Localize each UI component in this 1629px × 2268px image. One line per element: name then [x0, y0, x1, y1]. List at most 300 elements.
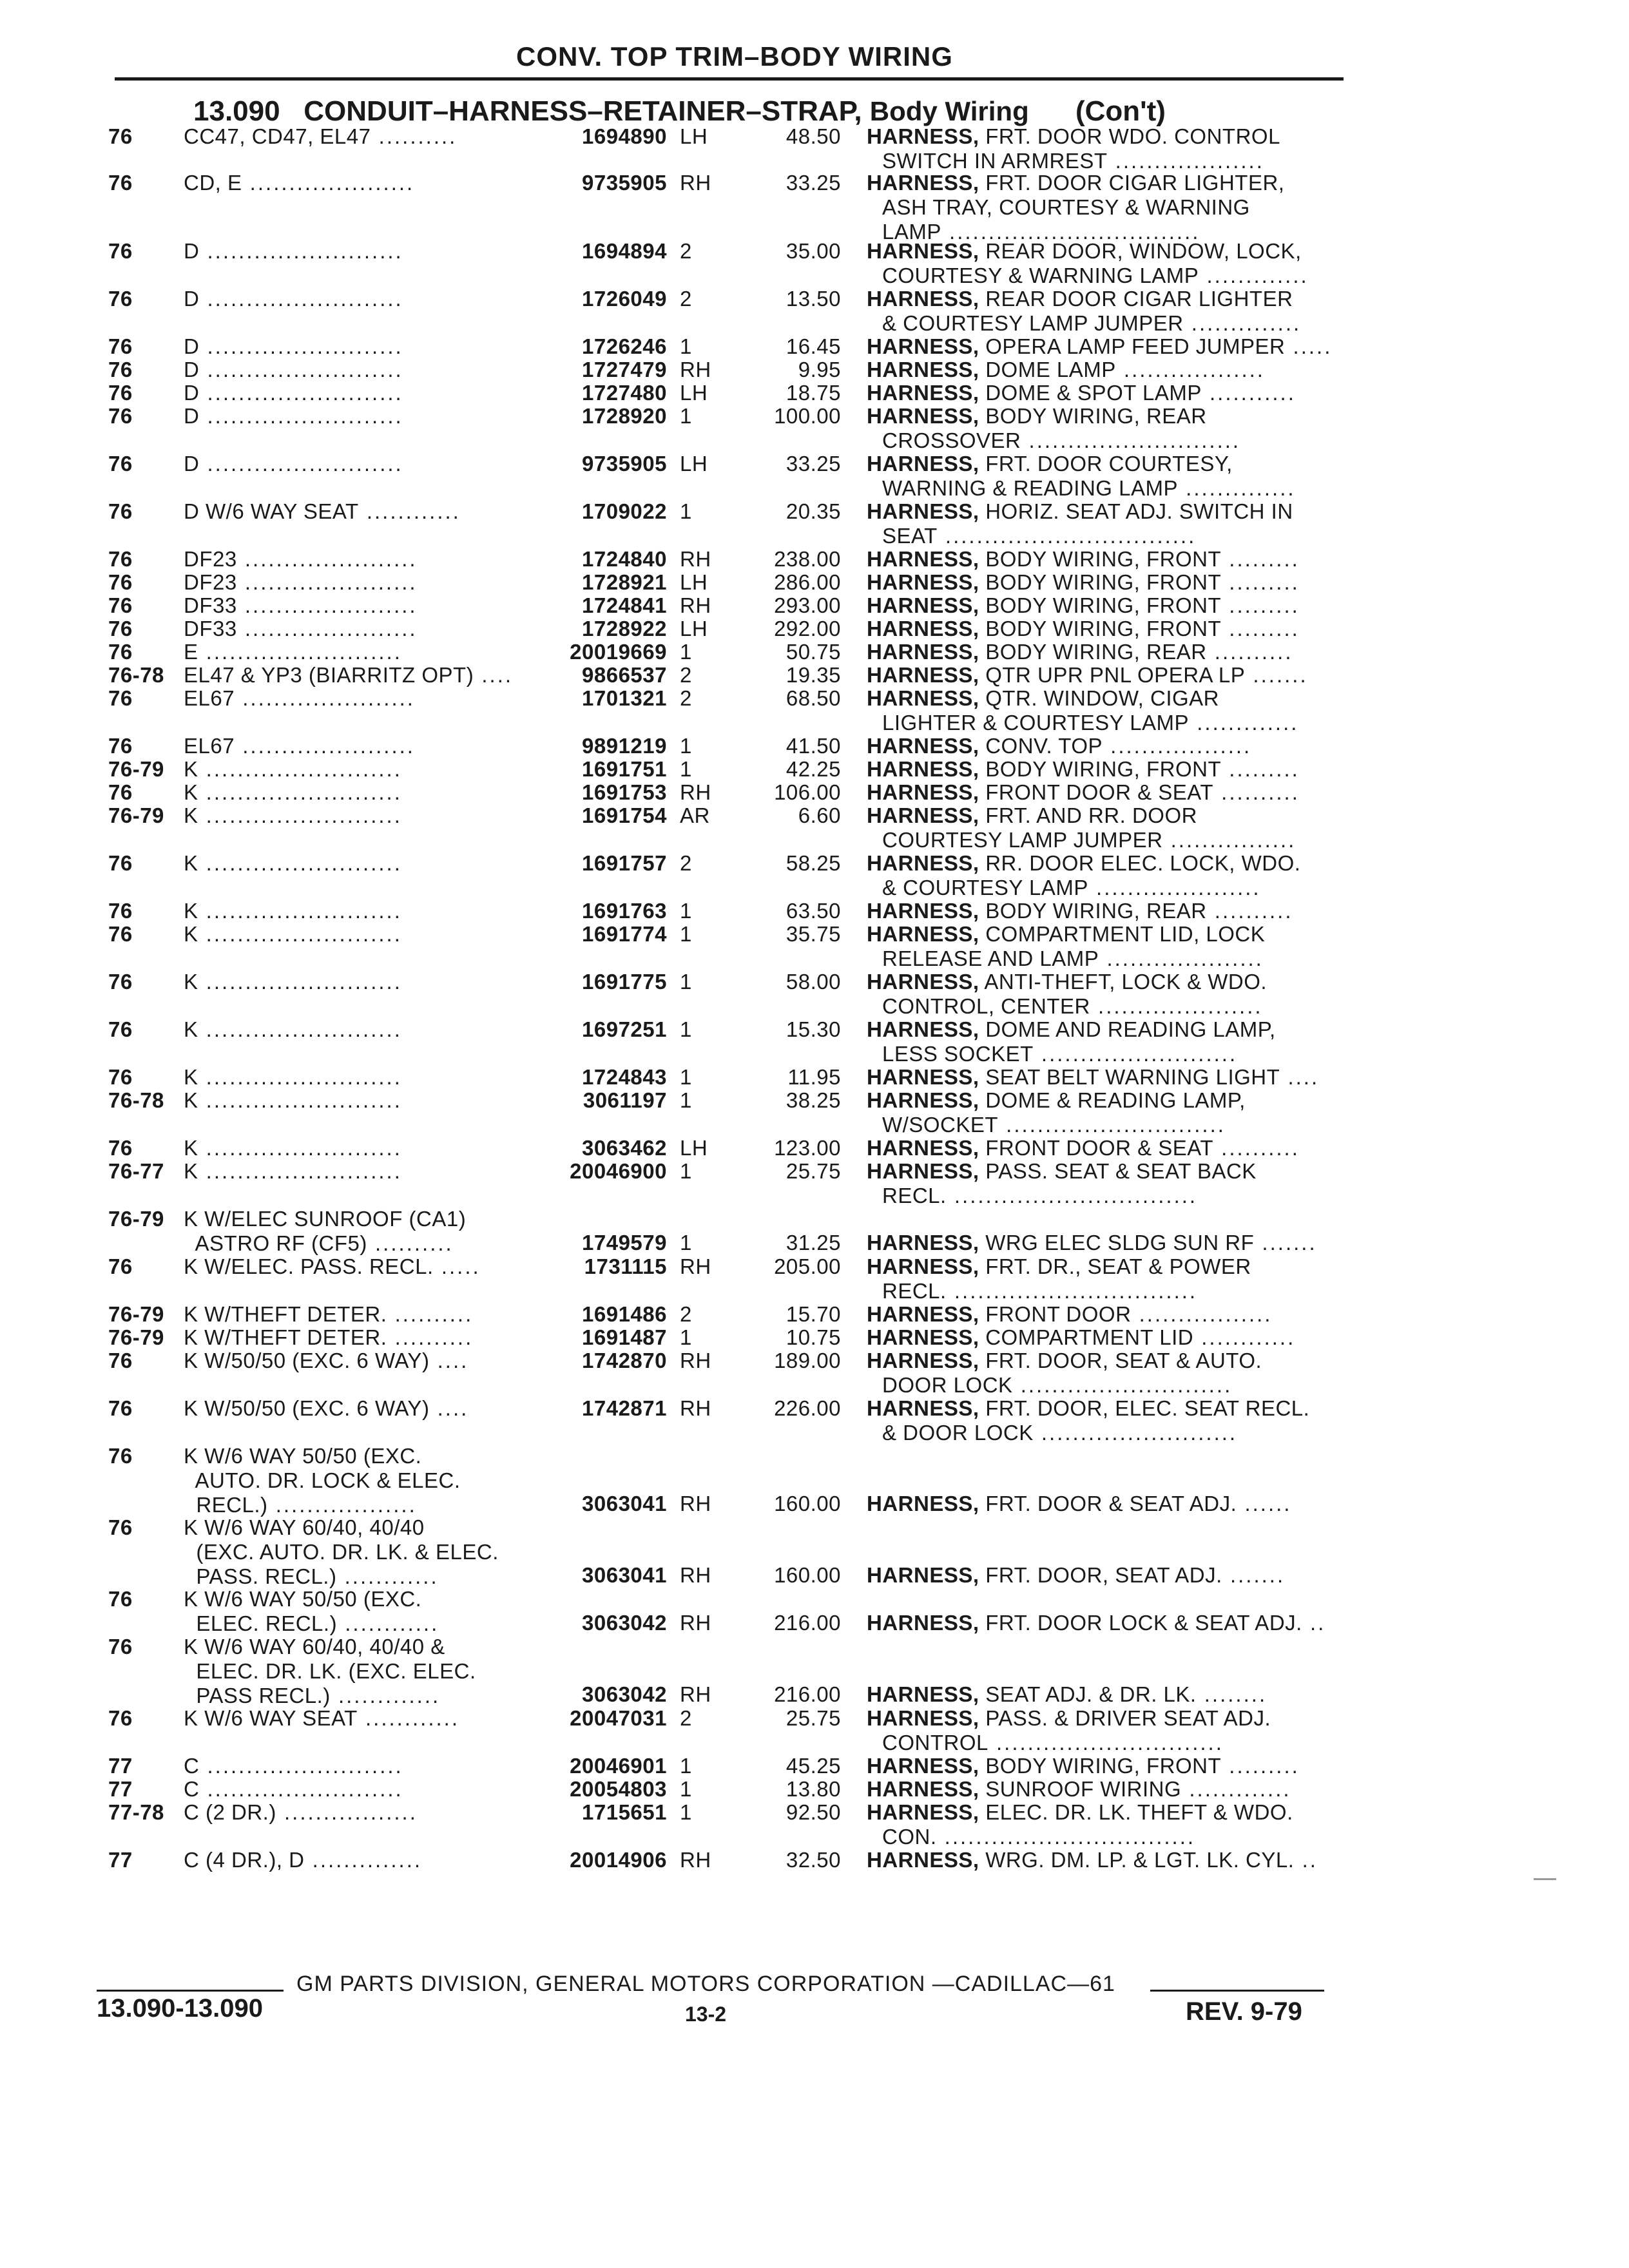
description-text: FRT. DOOR CIGAR LIGHTER,	[985, 171, 1285, 195]
description-line	[867, 171, 1337, 195]
row-quantity: RH	[680, 1682, 711, 1706]
row-models	[184, 124, 532, 149]
row-description	[867, 803, 1337, 852]
row-quantity: 1	[680, 1325, 692, 1349]
row-year: 76-79	[108, 1302, 164, 1326]
description-line	[867, 1184, 1337, 1208]
row-part-number: 20019669	[570, 640, 667, 664]
row-year: 76	[108, 239, 133, 263]
description-line	[867, 195, 1337, 220]
description-text: DOME & READING LAMP,	[985, 1088, 1246, 1112]
leader-dots: ....................	[1099, 947, 1264, 970]
description-line	[867, 851, 1337, 876]
description-line	[867, 1706, 1337, 1731]
description-keyword: HARNESS,	[867, 780, 979, 804]
leader-dots: .......	[1254, 1231, 1317, 1254]
description-text: BODY WIRING, REAR	[985, 640, 1207, 664]
description-line	[867, 1349, 1337, 1373]
row-models	[184, 404, 532, 428]
leader-dots: .........	[1221, 570, 1300, 594]
row-year: 76	[108, 381, 133, 405]
leader-dots: ...............................	[946, 1279, 1198, 1303]
row-models	[184, 1706, 532, 1731]
description-keyword: HARNESS,	[867, 1231, 979, 1254]
description-keyword: HARNESS,	[867, 171, 979, 195]
row-models	[184, 1754, 532, 1778]
row-models	[184, 1515, 532, 1589]
leader-dots: .........	[1221, 593, 1300, 617]
row-price: 19.35	[786, 663, 841, 687]
description-text: FRT. DOOR COURTESY,	[985, 452, 1233, 476]
row-year: 76	[108, 334, 133, 358]
row-price: 15.30	[786, 1017, 841, 1041]
leader-dots: .........................	[198, 899, 402, 923]
row-part-number: 1691757	[582, 851, 667, 875]
leader-dots: ..........	[367, 1231, 454, 1255]
row-part-number: 20046900	[570, 1159, 667, 1183]
description-text: SEAT	[882, 524, 938, 548]
description-keyword: HARNESS,	[867, 1800, 979, 1824]
model-line: D .........................	[184, 287, 403, 311]
description-keyword: HARNESS,	[867, 1065, 979, 1089]
row-quantity: 1	[680, 1231, 692, 1254]
description-text: ASH TRAY, COURTESY & WARNING	[882, 195, 1250, 219]
row-price: 160.00	[774, 1492, 841, 1515]
row-year: 77	[108, 1848, 133, 1872]
description-line	[867, 1777, 1337, 1802]
description-text: FRT. DOOR & SEAT ADJ.	[985, 1492, 1237, 1515]
leader-dots: ..........	[371, 124, 458, 148]
section-continued: (Con't)	[1075, 95, 1166, 127]
description-keyword: HARNESS,	[867, 124, 979, 148]
row-description	[867, 1563, 1337, 1588]
row-models	[184, 1254, 532, 1279]
row-quantity: RH	[680, 1611, 711, 1635]
row-models	[184, 1065, 532, 1090]
row-price: 45.25	[786, 1754, 841, 1778]
leader-dots: ...........	[1201, 381, 1296, 405]
row-description	[867, 171, 1337, 244]
row-quantity: 1	[680, 970, 692, 994]
leader-dots: .........................	[198, 640, 402, 664]
description-line	[867, 524, 1337, 548]
row-part-number: 3063041	[582, 1563, 667, 1587]
description-line	[867, 1159, 1337, 1184]
row-part-number: 1728921	[582, 570, 667, 594]
row-part-number: 9735905	[582, 452, 667, 476]
row-models	[184, 1848, 532, 1872]
row-description	[867, 124, 1337, 173]
description-text: FRT. DOOR, SEAT ADJ.	[985, 1563, 1222, 1587]
model-line: D .........................	[184, 381, 403, 405]
row-price: 292.00	[774, 617, 841, 640]
description-line	[867, 803, 1337, 828]
leader-dots: ..................	[267, 1493, 417, 1517]
description-keyword: HARNESS,	[867, 686, 979, 710]
leader-dots: .........................	[198, 803, 402, 827]
row-description	[867, 1065, 1337, 1090]
leader-dots: .........................	[198, 1017, 402, 1041]
row-year: 76	[108, 287, 133, 311]
row-quantity: RH	[680, 1349, 711, 1372]
description-text: DOME AND READING LAMP,	[985, 1017, 1276, 1041]
row-part-number: 1709022	[582, 499, 667, 523]
leader-dots: ......	[1237, 1492, 1292, 1515]
row-year: 76	[108, 1587, 133, 1611]
row-year: 76	[108, 171, 133, 195]
row-description	[867, 1492, 1337, 1516]
model-line: EL47 & YP3 (BIARRITZ OPT) ....	[184, 663, 514, 687]
row-models	[184, 239, 532, 264]
row-part-number: 1691751	[582, 757, 667, 781]
row-part-number: 1724843	[582, 1065, 667, 1089]
description-text: FRONT DOOR	[985, 1302, 1132, 1326]
description-text: & COURTESY LAMP JUMPER	[882, 311, 1184, 335]
row-year: 76	[108, 570, 133, 594]
leader-dots: .........................	[198, 1136, 402, 1160]
row-quantity: LH	[680, 381, 708, 405]
description-line	[867, 899, 1337, 923]
row-part-number: 1691775	[582, 970, 667, 994]
description-line	[867, 828, 1337, 852]
leader-dots: ................................	[936, 1825, 1196, 1849]
row-part-number: 9735905	[582, 171, 667, 195]
description-text: QTR UPR PNL OPERA LP	[985, 663, 1246, 687]
row-quantity: RH	[680, 358, 711, 381]
description-line	[867, 1421, 1337, 1445]
row-price: 11.95	[787, 1065, 841, 1089]
row-quantity: LH	[680, 570, 708, 594]
model-line: K .........................	[184, 851, 402, 875]
description-text: SWITCH IN ARMREST	[882, 149, 1108, 173]
leader-dots: .............	[1199, 264, 1309, 287]
leader-dots: .........................	[198, 1088, 402, 1112]
description-keyword: HARNESS,	[867, 381, 979, 405]
row-year: 76	[108, 1349, 133, 1372]
description-text: REAR DOOR, WINDOW, LOCK,	[985, 239, 1302, 263]
row-models	[184, 452, 532, 476]
row-year: 77	[108, 1754, 133, 1778]
section-subname: Body Wiring	[869, 96, 1029, 126]
leader-dots: ...................	[1107, 149, 1264, 173]
model-line: K W/6 WAY 60/40, 40/40 &	[184, 1635, 445, 1658]
row-description	[867, 1754, 1337, 1778]
description-text: FRT. DR., SEAT & POWER	[985, 1254, 1251, 1278]
model-line: K W/THEFT DETER. ..........	[184, 1302, 474, 1326]
row-price: 35.00	[786, 239, 841, 263]
row-description	[867, 617, 1337, 641]
row-price: 216.00	[774, 1611, 841, 1635]
row-quantity: 2	[680, 851, 692, 875]
row-price: 9.95	[798, 358, 841, 381]
description-text: QTR. WINDOW, CIGAR	[985, 686, 1220, 710]
model-line: AUTO. DR. LOCK & ELEC.	[184, 1468, 461, 1492]
row-description	[867, 1017, 1337, 1066]
model-line: C .........................	[184, 1777, 403, 1801]
leader-dots: .....	[1285, 334, 1333, 358]
description-text: RR. DOOR ELEC. LOCK, WDO.	[985, 851, 1301, 875]
model-line: CD, E .....................	[184, 171, 415, 195]
model-line: K .........................	[184, 1159, 402, 1183]
row-quantity: 1	[680, 734, 692, 758]
row-description	[867, 547, 1337, 572]
leader-dots: ...............................	[946, 1184, 1198, 1207]
row-year: 76	[108, 124, 133, 148]
row-part-number: 1701321	[582, 686, 667, 710]
row-part-number: 1715651	[582, 1800, 667, 1824]
model-line: K W/50/50 (EXC. 6 WAY) ....	[184, 1349, 469, 1372]
description-keyword: HARNESS,	[867, 803, 979, 827]
model-line: DF23 ......................	[184, 570, 418, 594]
description-text: CONTROL	[882, 1731, 988, 1754]
leader-dots: ..	[1302, 1611, 1326, 1635]
description-text: LAMP	[882, 220, 941, 244]
leader-dots: ..................	[1103, 734, 1252, 758]
row-price: 10.75	[786, 1325, 841, 1349]
description-keyword: HARNESS,	[867, 1492, 979, 1515]
row-part-number: 1691753	[582, 780, 667, 804]
model-line: D .........................	[184, 452, 403, 476]
row-price: 15.70	[786, 1302, 841, 1326]
leader-dots: .........................	[198, 970, 402, 994]
description-text: SEAT ADJ. & DR. LK.	[985, 1682, 1197, 1706]
row-quantity: RH	[680, 171, 711, 195]
row-part-number: 1749579	[582, 1231, 667, 1254]
description-line	[867, 1731, 1337, 1755]
leader-dots: ........	[1196, 1682, 1268, 1706]
description-text: & DOOR LOCK	[882, 1421, 1034, 1445]
row-price: 293.00	[774, 593, 841, 617]
row-description	[867, 1611, 1337, 1635]
row-models	[184, 1444, 532, 1517]
row-year: 76	[108, 358, 133, 381]
leader-dots: .............	[1189, 711, 1299, 735]
row-models	[184, 780, 532, 805]
row-year: 76	[108, 547, 133, 571]
row-quantity: RH	[680, 780, 711, 804]
row-price: 33.25	[786, 452, 841, 476]
row-quantity: 1	[680, 1777, 692, 1801]
row-price: 100.00	[774, 404, 841, 428]
row-description	[867, 757, 1337, 782]
leader-dots: .....................	[1088, 876, 1261, 899]
row-year: 76	[108, 452, 133, 476]
row-description	[867, 1088, 1337, 1137]
row-price: 92.50	[786, 1800, 841, 1824]
row-quantity: RH	[680, 1563, 711, 1587]
row-description	[867, 239, 1337, 288]
model-line: K W/50/50 (EXC. 6 WAY) ....	[184, 1396, 469, 1420]
description-text: CONV. TOP	[985, 734, 1103, 758]
description-text: COURTESY & WARNING LAMP	[882, 264, 1199, 287]
description-keyword: HARNESS,	[867, 1254, 979, 1278]
row-part-number: 1691763	[582, 899, 667, 923]
row-part-number: 20047031	[570, 1706, 667, 1730]
description-line	[867, 334, 1337, 359]
row-models	[184, 663, 532, 687]
description-text: RELEASE AND LAMP	[882, 947, 1099, 970]
row-models	[184, 547, 532, 572]
description-keyword: HARNESS,	[867, 1611, 979, 1635]
description-keyword: HARNESS,	[867, 1563, 979, 1587]
model-line: C (4 DR.), D ..............	[184, 1848, 423, 1872]
model-line: K .........................	[184, 970, 402, 994]
row-quantity: LH	[680, 124, 708, 148]
leader-dots: ....	[429, 1396, 469, 1420]
row-description	[867, 1777, 1337, 1802]
description-keyword: HARNESS,	[867, 1682, 979, 1706]
model-line: E .........................	[184, 640, 402, 664]
row-description	[867, 922, 1337, 971]
row-price: 216.00	[774, 1682, 841, 1706]
row-price: 238.00	[774, 547, 841, 571]
row-price: 123.00	[774, 1136, 841, 1160]
description-text: & COURTESY LAMP	[882, 876, 1088, 899]
row-models	[184, 757, 532, 782]
row-quantity: RH	[680, 547, 711, 571]
row-price: 13.50	[786, 287, 841, 311]
leader-dots: ...........................	[1012, 1373, 1233, 1397]
model-line: RECL.) ..................	[184, 1493, 417, 1517]
row-models	[184, 334, 532, 359]
row-part-number: 1726049	[582, 287, 667, 311]
description-line	[867, 970, 1337, 994]
model-line: D .........................	[184, 239, 403, 263]
row-price: 31.25	[786, 1231, 841, 1254]
footer-rule-left	[97, 1990, 284, 1992]
model-line: K .........................	[184, 1017, 402, 1041]
row-quantity: RH	[680, 1396, 711, 1420]
description-line	[867, 1754, 1337, 1778]
model-line: DF33 ......................	[184, 593, 418, 617]
row-part-number: 1742871	[582, 1396, 667, 1420]
row-models	[184, 922, 532, 947]
row-part-number: 1691487	[582, 1325, 667, 1349]
row-models	[184, 617, 532, 641]
row-description	[867, 499, 1337, 548]
row-year: 76	[108, 1136, 133, 1160]
description-text: OPERA LAMP FEED JUMPER	[985, 334, 1286, 358]
leader-dots: .........................	[199, 1777, 403, 1801]
leader-dots: .........................	[198, 780, 402, 804]
model-line: K .........................	[184, 922, 402, 946]
model-line: EL67 ......................	[184, 686, 415, 710]
description-line	[867, 593, 1337, 618]
row-quantity: 2	[680, 663, 692, 687]
model-line: DF33 ......................	[184, 617, 418, 640]
description-text: RECL.	[882, 1279, 947, 1303]
description-keyword: HARNESS,	[867, 922, 979, 946]
row-year: 76	[108, 1396, 133, 1420]
row-part-number: 1731115	[584, 1254, 667, 1278]
leader-dots: .........................	[198, 922, 402, 946]
row-quantity: 1	[680, 1159, 692, 1183]
row-models	[184, 970, 532, 994]
model-line: C (2 DR.) .................	[184, 1800, 418, 1824]
row-quantity: 1	[680, 899, 692, 923]
description-keyword: HARNESS,	[867, 287, 979, 311]
row-year: 76	[108, 1635, 133, 1658]
description-line	[867, 617, 1337, 641]
row-price: 286.00	[774, 570, 841, 594]
row-year: 76-79	[108, 803, 164, 827]
row-year: 76-77	[108, 1159, 164, 1183]
leader-dots: .....	[433, 1254, 481, 1278]
model-line: D .........................	[184, 358, 403, 381]
description-line	[867, 124, 1337, 149]
row-price: 13.80	[786, 1777, 841, 1801]
row-price: 41.50	[786, 734, 841, 758]
leader-dots: ............................	[998, 1113, 1226, 1137]
leader-dots: ..........	[1213, 780, 1300, 804]
row-quantity: 1	[680, 1065, 692, 1089]
model-line: (EXC. AUTO. DR. LK. & ELEC.	[184, 1540, 499, 1564]
row-year: 76	[108, 922, 133, 946]
row-part-number: 1726246	[582, 334, 667, 358]
description-line	[867, 499, 1337, 524]
leader-dots: .........................	[199, 239, 403, 263]
model-line: EL67 ......................	[184, 734, 415, 758]
description-keyword: HARNESS,	[867, 239, 979, 263]
row-price: 16.45	[786, 334, 841, 358]
description-keyword: HARNESS,	[867, 334, 979, 358]
row-quantity: 1	[680, 757, 692, 781]
description-text: COMPARTMENT LID, LOCK	[985, 922, 1266, 946]
leader-dots: .....................	[1090, 994, 1263, 1018]
model-line: D .........................	[184, 334, 403, 358]
description-text: WRG ELEC SLDG SUN RF	[985, 1231, 1255, 1254]
row-price: 25.75	[786, 1706, 841, 1730]
description-line	[867, 239, 1337, 264]
leader-dots: ...........................	[1021, 428, 1241, 452]
leader-dots: .........................	[199, 452, 403, 476]
leader-dots: .............	[1181, 1777, 1291, 1801]
description-line	[867, 1825, 1337, 1849]
leader-dots: .........................	[198, 1159, 402, 1183]
description-line	[867, 1302, 1337, 1327]
description-line	[867, 358, 1337, 382]
description-line	[867, 428, 1337, 453]
leader-dots: ............	[357, 1706, 460, 1730]
description-line	[867, 1800, 1337, 1825]
description-keyword: HARNESS,	[867, 1848, 979, 1872]
row-description	[867, 899, 1337, 923]
model-line: ELEC. DR. LK. (EXC. ELEC.	[184, 1659, 476, 1683]
leader-dots: ......................	[236, 617, 418, 640]
description-text: FRT. AND RR. DOOR	[985, 803, 1197, 827]
row-quantity: LH	[680, 1136, 708, 1160]
description-line	[867, 1279, 1337, 1303]
row-year: 76	[108, 970, 133, 994]
description-keyword: HARNESS,	[867, 593, 979, 617]
description-keyword: HARNESS,	[867, 1396, 979, 1420]
description-text: BODY WIRING, FRONT	[985, 757, 1222, 781]
row-models	[184, 1587, 532, 1636]
leader-dots: .........	[1221, 1754, 1300, 1778]
row-quantity: 2	[680, 1302, 692, 1326]
description-keyword: HARNESS,	[867, 851, 979, 875]
row-part-number: 1691486	[582, 1302, 667, 1326]
description-text: LIGHTER & COURTESY LAMP	[882, 711, 1190, 735]
description-keyword: HARNESS,	[867, 1302, 979, 1326]
model-line: K .........................	[184, 899, 402, 923]
leader-dots: ..........	[1206, 899, 1293, 923]
row-quantity: 1	[680, 640, 692, 664]
leader-dots: .........................	[198, 1065, 402, 1089]
leader-dots: .........................	[199, 287, 403, 311]
row-year: 76	[108, 499, 133, 523]
description-keyword: HARNESS,	[867, 358, 979, 381]
